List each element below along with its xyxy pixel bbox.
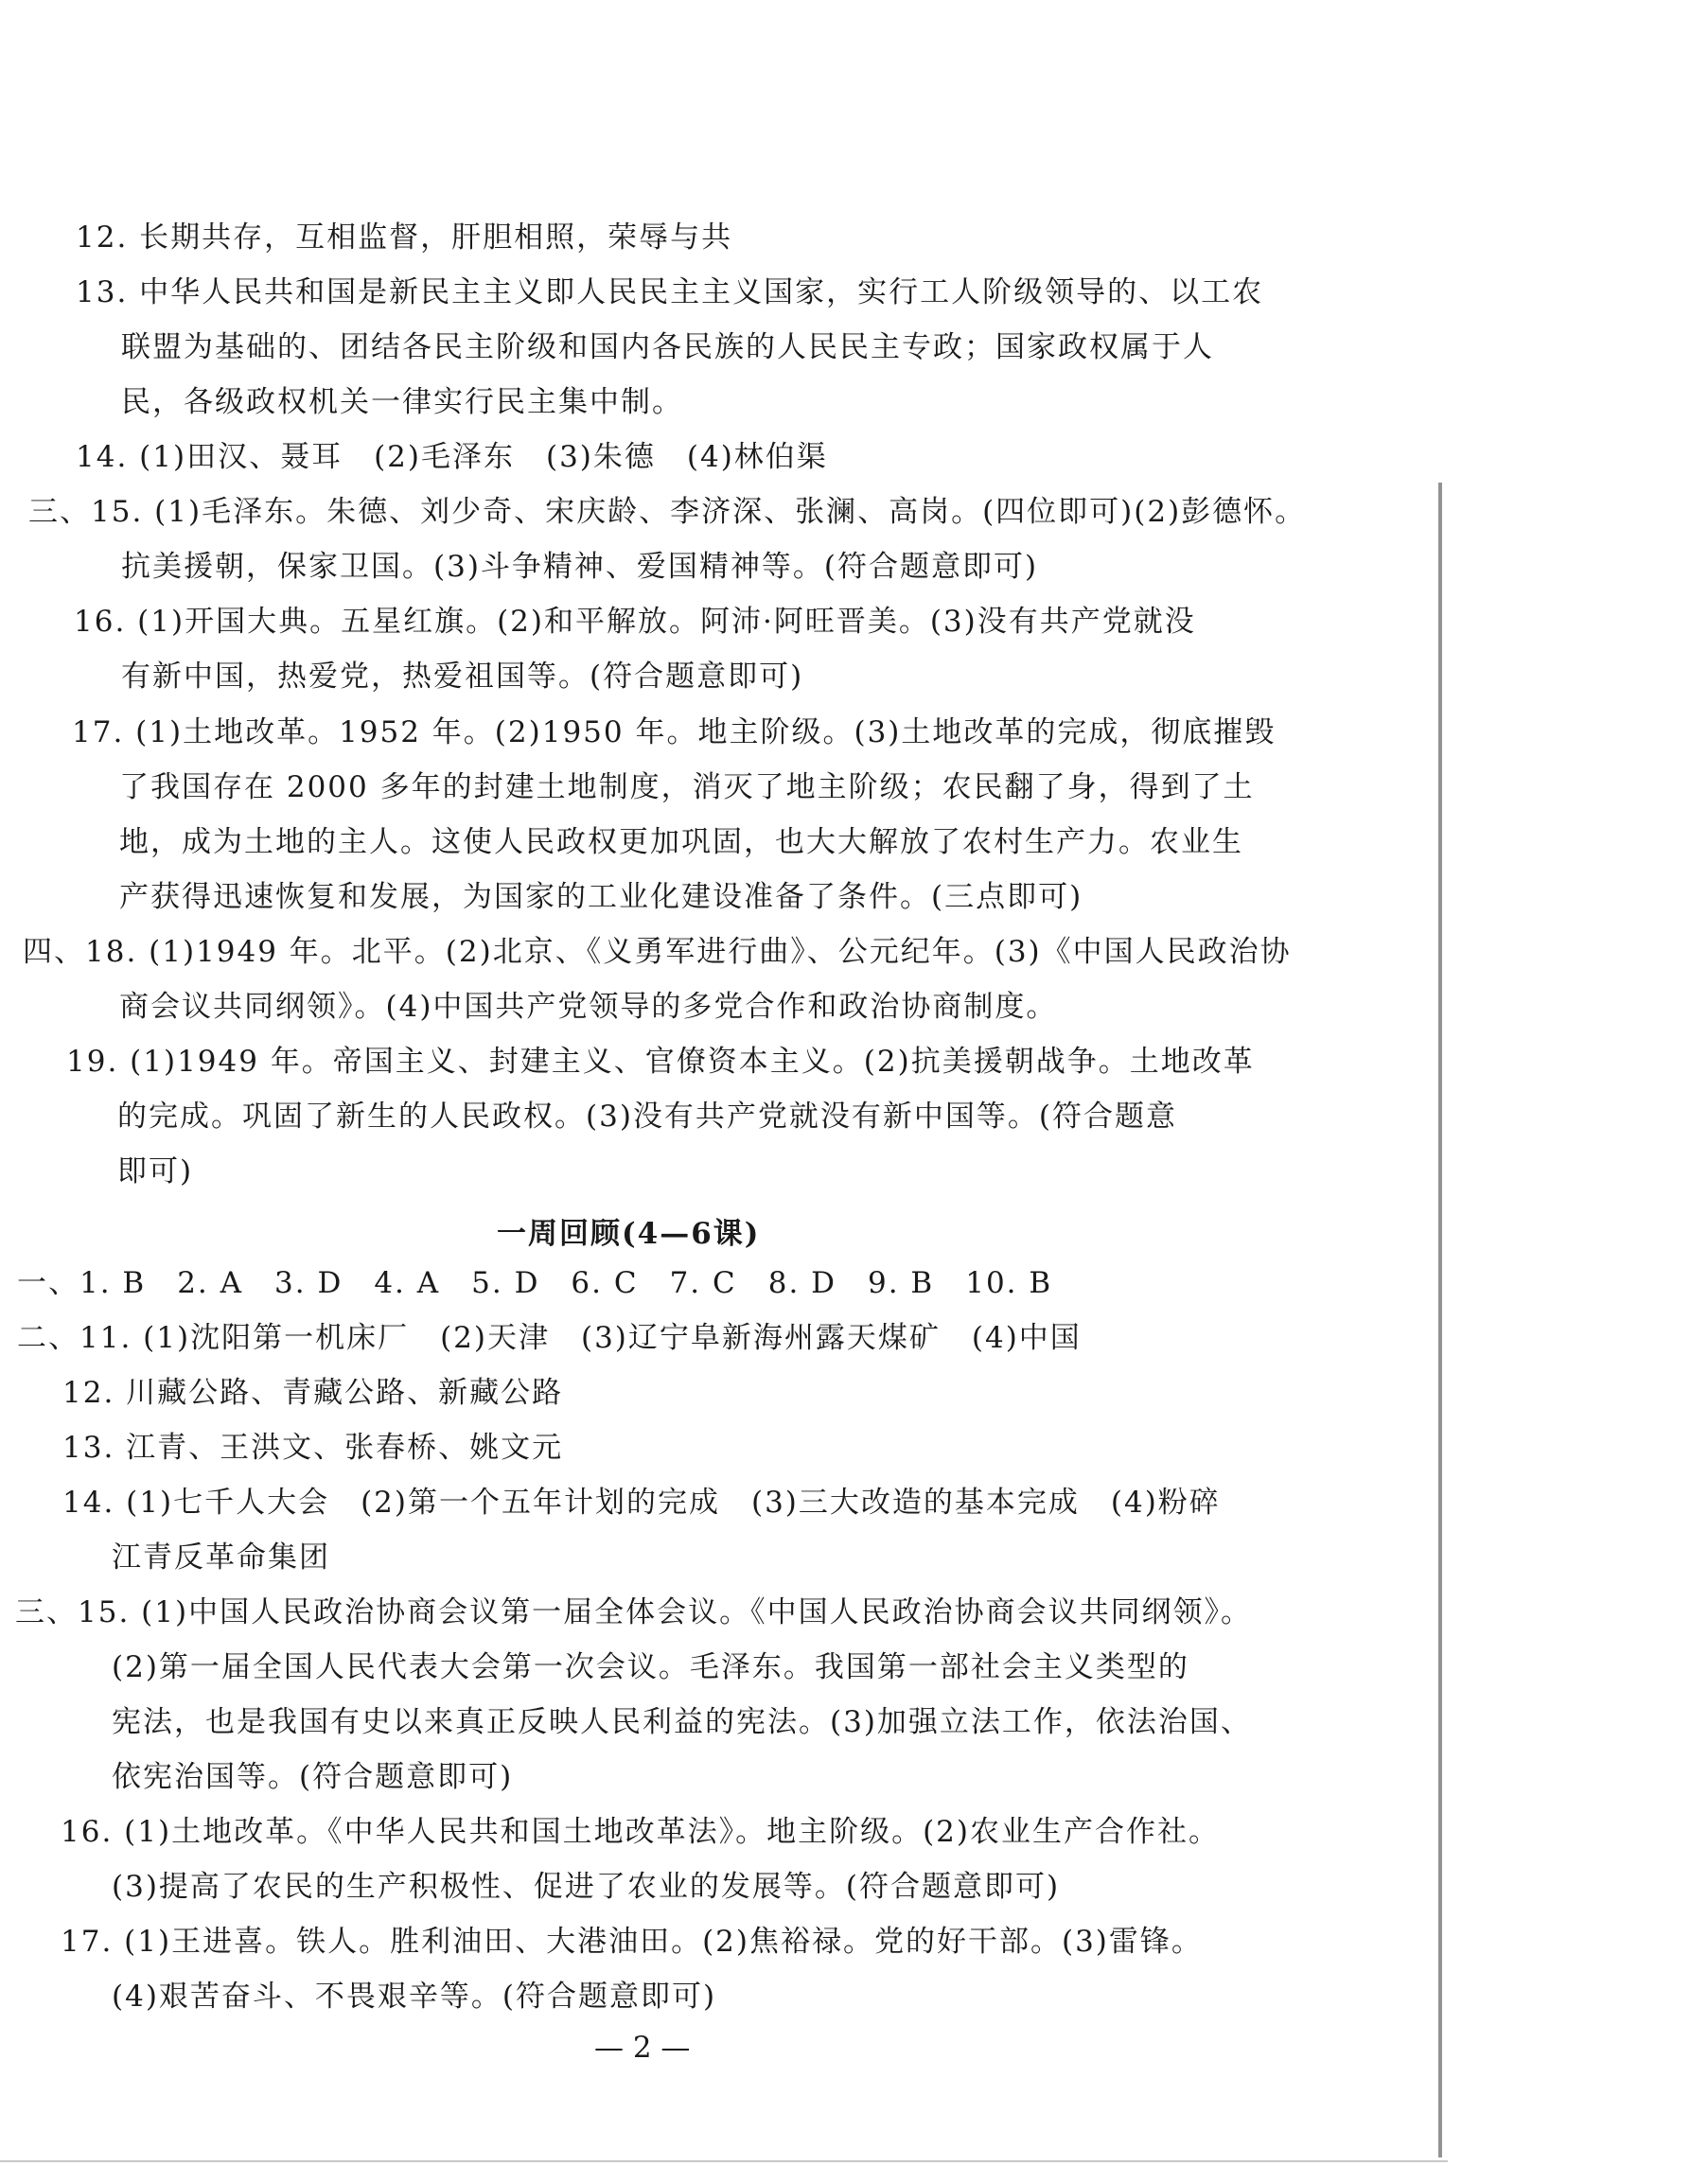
answer-line: 12. 长期共存，互相监督，肝胆相照，荣辱与共	[76, 220, 733, 255]
answer-line: 17. (1)王进喜。铁人。胜利油田、大港油田。(2)焦裕禄。党的好干部。(3)雷锋。	[61, 1925, 1203, 1959]
answer-line: 13. 江青、王洪文、张春桥、姚文元	[62, 1431, 564, 1465]
answer-line: 13. 中华人民共和国是新民主主义即人民民主主义国家，实行工人阶级领导的、以工农	[76, 275, 1264, 309]
page-number: — 2 —	[594, 2031, 691, 2065]
answer-line: (2)第一届全国人民代表大会第一次会议。毛泽东。我国第一部社会主义类型的	[112, 1650, 1189, 1684]
scan-bottom-rule	[0, 2160, 1448, 2162]
answer-line: 14. (1)田汉、聂耳 (2)毛泽东 (3)朱德 (4)林伯渠	[76, 440, 828, 474]
answer-line: 四、18. (1)1949 年。北平。(2)北京、《义勇军进行曲》、公元纪年。(3)《中国人民政治协	[23, 935, 1292, 969]
answer-line: 商会议共同纲领》。(4)中国共产党领导的多党合作和政治协商制度。	[119, 990, 1058, 1024]
answer-line: 16. (1)土地改革。《中华人民共和国土地改革法》。地主阶级。(2)农业生产合作社。	[61, 1815, 1220, 1849]
scan-edge-rule	[1438, 483, 1442, 2157]
answer-line: 有新中国，热爱党，热爱祖国等。(符合题意即可)	[121, 660, 804, 694]
answer-line: 12. 川藏公路、青藏公路、新藏公路	[62, 1376, 564, 1410]
answer-line: (3)提高了农民的生产积极性、促进了农业的发展等。(符合题意即可)	[112, 1870, 1061, 1904]
answer-line: 14. (1)七千人大会 (2)第一个五年计划的完成 (3)三大改造的基本完成 (4)粉碎	[62, 1486, 1221, 1520]
answer-line: 产获得迅速恢复和发展，为国家的工业化建设准备了条件。(三点即可)	[119, 880, 1083, 914]
answer-line: 16. (1)开国大典。五星红旗。(2)和平解放。阿沛·阿旺晋美。(3)没有共产党就没	[74, 605, 1196, 639]
answer-line: 19. (1)1949 年。帝国主义、封建主义、官僚资本主义。(2)抗美援朝战争。土地改革	[66, 1045, 1255, 1079]
answer-line: 三、15. (1)毛泽东。朱德、刘少奇、宋庆龄、李济深、张澜、高岗。(四位即可)(2)彭德怀。	[28, 495, 1307, 529]
answer-line: 了我国存在 2000 多年的封建土地制度，消灭了地主阶级；农民翻了身，得到了土	[119, 770, 1255, 804]
answer-line: 依宪治国等。(符合题意即可)	[112, 1760, 514, 1794]
answer-line: 民，各级政权机关一律实行民主集中制。	[121, 385, 683, 419]
answer-line: 二、11. (1)沈阳第一机床厂 (2)天津 (3)辽宁阜新海州露天煤矿 (4)中国	[17, 1321, 1082, 1355]
answer-line: 江青反革命集团	[112, 1540, 330, 1575]
answer-line: 抗美援朝，保家卫国。(3)斗争精神、爱国精神等。(符合题意即可)	[121, 550, 1039, 584]
answer-line: 三、15. (1)中国人民政治协商会议第一届全体会议。《中国人民政治协商会议共同纲领》。	[15, 1595, 1253, 1629]
answer-line: 联盟为基础的、团结各民主阶级和国内各民族的人民民主专政；国家政权属于人	[121, 330, 1214, 364]
answer-line: 地，成为土地的主人。这使人民政权更加巩固，也大大解放了农村生产力。农业生	[119, 825, 1243, 859]
answer-line: 一、1. B 2. A 3. D 4. A 5. D 6. C 7. C 8. D 9. B 10. B	[17, 1266, 1053, 1300]
answer-line: 即可)	[117, 1154, 194, 1188]
answer-line: 的完成。巩固了新生的人民政权。(3)没有共产党就没有新中国等。(符合题意	[117, 1100, 1178, 1134]
answer-line: 宪法，也是我国有史以来真正反映人民利益的宪法。(3)加强立法工作，依法治国、	[112, 1705, 1252, 1739]
section-heading: 一周回顾(4—6课)	[497, 1217, 761, 1251]
answer-line: 17. (1)土地改革。1952 年。(2)1950 年。地主阶级。(3)土地改革的完成，彻底摧毁	[72, 715, 1277, 749]
answer-line: (4)艰苦奋斗、不畏艰辛等。(符合题意即可)	[112, 1980, 717, 2014]
